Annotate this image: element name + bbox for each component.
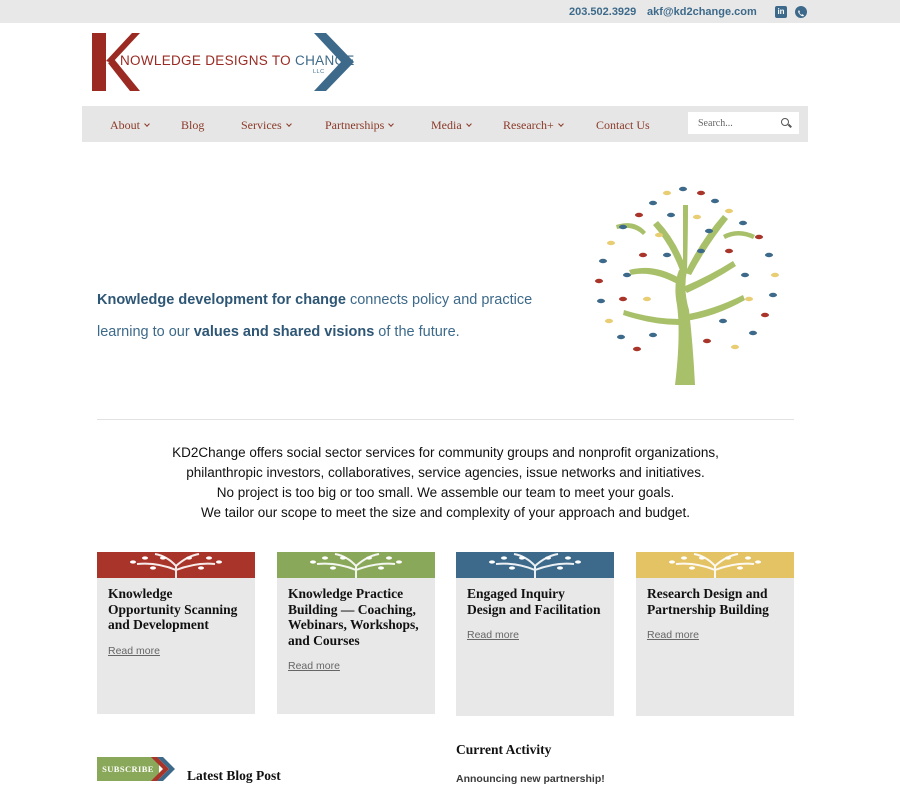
logo-wordmark: NOWLEDGE DESIGNS TO CHANGE <box>120 53 355 68</box>
card-band <box>456 552 614 578</box>
card-band <box>636 552 794 578</box>
tree-illustration <box>583 175 793 387</box>
phone-link[interactable]: 203.502.3929 <box>569 6 637 18</box>
read-more-link[interactable]: Read more <box>108 644 160 657</box>
card-title: Knowledge Practice Building — Coaching, Webinars, Workshops, and Courses <box>288 586 419 648</box>
read-more-link[interactable]: Read more <box>647 629 699 641</box>
nav-media[interactable]: Media <box>431 118 471 133</box>
read-more-link[interactable]: Read more <box>467 629 519 641</box>
card-band <box>277 552 435 578</box>
subscribe-button[interactable]: SUBSCRIBE <box>97 757 175 781</box>
chevron-down-icon <box>388 121 394 127</box>
search-icon[interactable] <box>781 118 789 126</box>
nav-partnerships[interactable]: Partnerships <box>325 118 393 133</box>
card-title: Research Design and Partnership Building <box>647 586 769 617</box>
service-card <box>277 552 435 714</box>
card-title: Knowledge Opportunity Scanning and Development <box>108 586 238 632</box>
site-logo[interactable] <box>92 33 357 95</box>
top-contact-bar <box>0 0 900 23</box>
email-link[interactable]: akf@kd2change.com <box>647 6 757 18</box>
nav-services[interactable]: Services <box>241 118 291 133</box>
read-more-link[interactable]: Read more <box>288 660 340 672</box>
linkedin-icon[interactable]: in <box>775 6 787 18</box>
chevron-down-icon <box>466 121 472 127</box>
service-card <box>456 552 614 716</box>
chevron-down-icon <box>558 121 564 127</box>
current-activity-heading: Current Activity <box>456 742 552 757</box>
nav-contact-us[interactable]: Contact Us <box>596 118 650 132</box>
hero-tagline: Knowledge development for change connects policy and practice learning to our values and shared visions of the future. <box>97 292 533 340</box>
nav-about[interactable]: About <box>110 118 149 133</box>
search-box <box>688 112 799 134</box>
logo-llc: LLC <box>313 69 325 75</box>
chevron-down-icon <box>144 121 150 127</box>
nav-research[interactable]: Research+ <box>503 118 563 133</box>
search-input[interactable] <box>688 112 773 134</box>
card-title: Engaged Inquiry Design and Facilitation <box>467 586 601 617</box>
card-band <box>97 552 255 578</box>
chevron-down-icon <box>286 121 292 127</box>
intro-paragraph: KD2Change offers social sector services for community groups and nonprofit organizations, philanthropic investors, collaboratives, service agencies, issue networks and initiatives. No project is too big or too small. We assemble our team to meet your goals. We tailor our scope to meet the size and complexity of your approach and budget. <box>172 445 719 520</box>
phone-icon[interactable] <box>795 6 807 18</box>
latest-blog-heading: Latest Blog Post <box>187 768 281 783</box>
main-nav <box>82 106 808 142</box>
service-card <box>97 552 255 714</box>
service-card <box>636 552 794 716</box>
announcement-link[interactable]: Announcing new partnership! <box>456 773 605 785</box>
section-divider <box>97 419 794 420</box>
nav-blog[interactable]: Blog <box>181 118 205 132</box>
